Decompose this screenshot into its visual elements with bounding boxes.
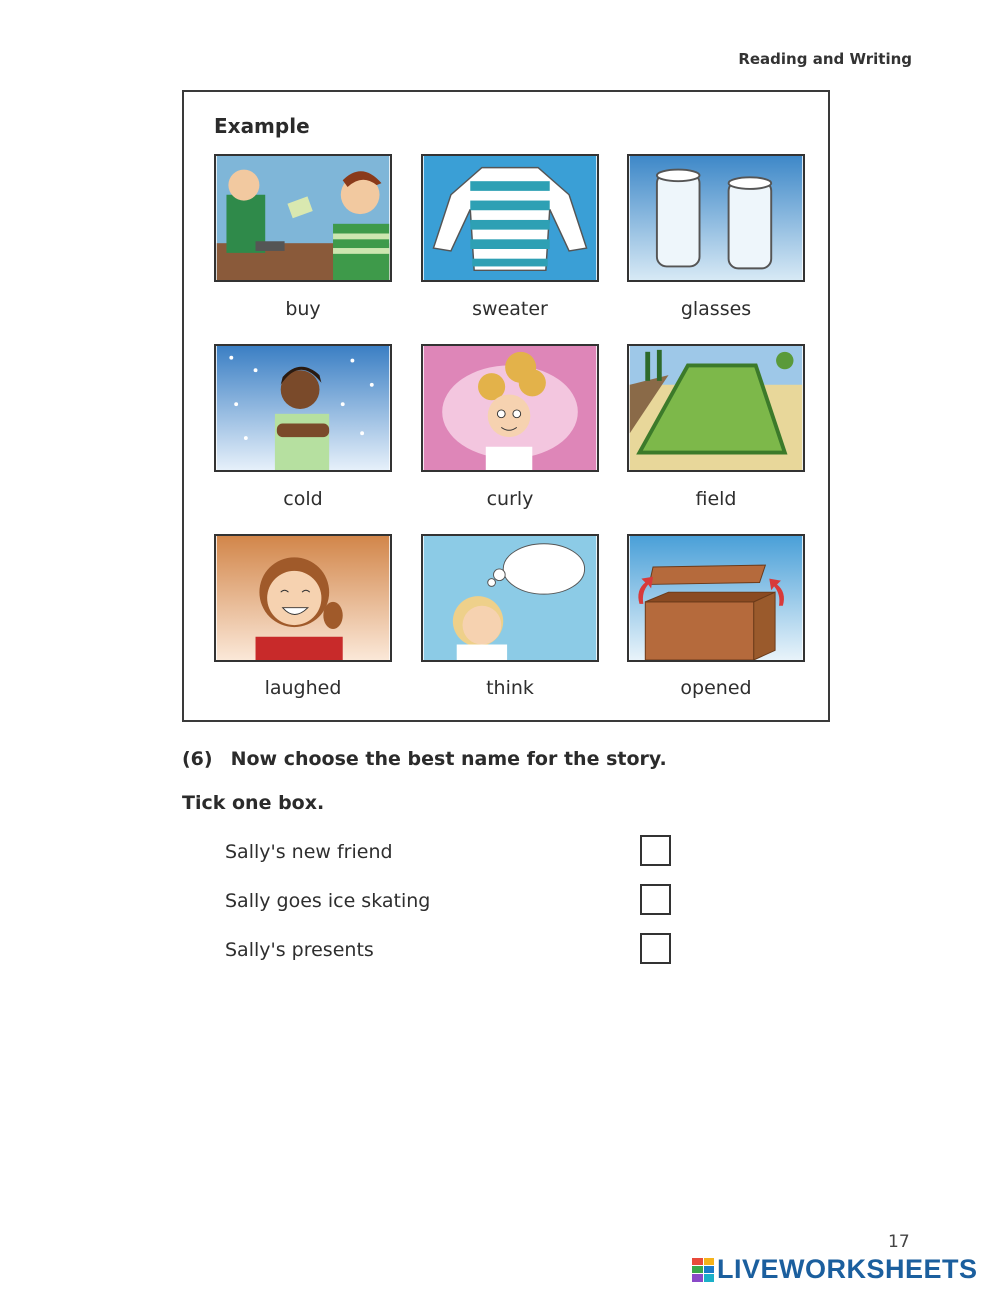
question-number: (6) — [182, 748, 213, 770]
tick-box[interactable] — [640, 884, 671, 915]
drinking-glasses-picture — [627, 154, 805, 282]
option-label: Sally's presents — [225, 939, 374, 961]
liveworksheets-logo-icon — [692, 1258, 714, 1282]
tick-box[interactable] — [640, 835, 671, 866]
example-title: Example — [214, 114, 310, 138]
green-field-picture — [627, 344, 805, 472]
caption-think: think — [486, 677, 534, 699]
example-box — [182, 90, 830, 722]
option-label: Sally goes ice skating — [225, 890, 431, 912]
cold-girl-snow-picture — [214, 344, 392, 472]
shop-purchase-picture — [214, 154, 392, 282]
striped-sweater-picture — [421, 154, 599, 282]
page-number: 17 — [888, 1232, 910, 1252]
brand-logo — [692, 1254, 978, 1285]
instruction-text: Tick one box. — [182, 792, 325, 814]
tick-box[interactable] — [640, 933, 671, 964]
caption-sweater: sweater — [472, 298, 548, 320]
caption-glasses: glasses — [680, 298, 752, 320]
laughing-girl-picture — [214, 534, 392, 662]
option-label: Sally's new friend — [225, 841, 393, 863]
caption-field: field — [695, 488, 737, 510]
question-text: Now choose the best name for the story. — [230, 748, 667, 770]
caption-laughed: laughed — [264, 677, 342, 699]
caption-opened: opened — [680, 677, 752, 699]
opened-box-picture — [627, 534, 805, 662]
brand-name: LIVEWORKSHEETS — [717, 1254, 978, 1284]
caption-curly: curly — [486, 488, 534, 510]
curly-hair-girl-picture — [421, 344, 599, 472]
caption-buy: buy — [285, 298, 321, 320]
thinking-girl-picture — [421, 534, 599, 662]
caption-cold: cold — [283, 488, 323, 510]
section-header: Reading and Writing — [738, 50, 912, 68]
question-heading — [182, 748, 667, 770]
